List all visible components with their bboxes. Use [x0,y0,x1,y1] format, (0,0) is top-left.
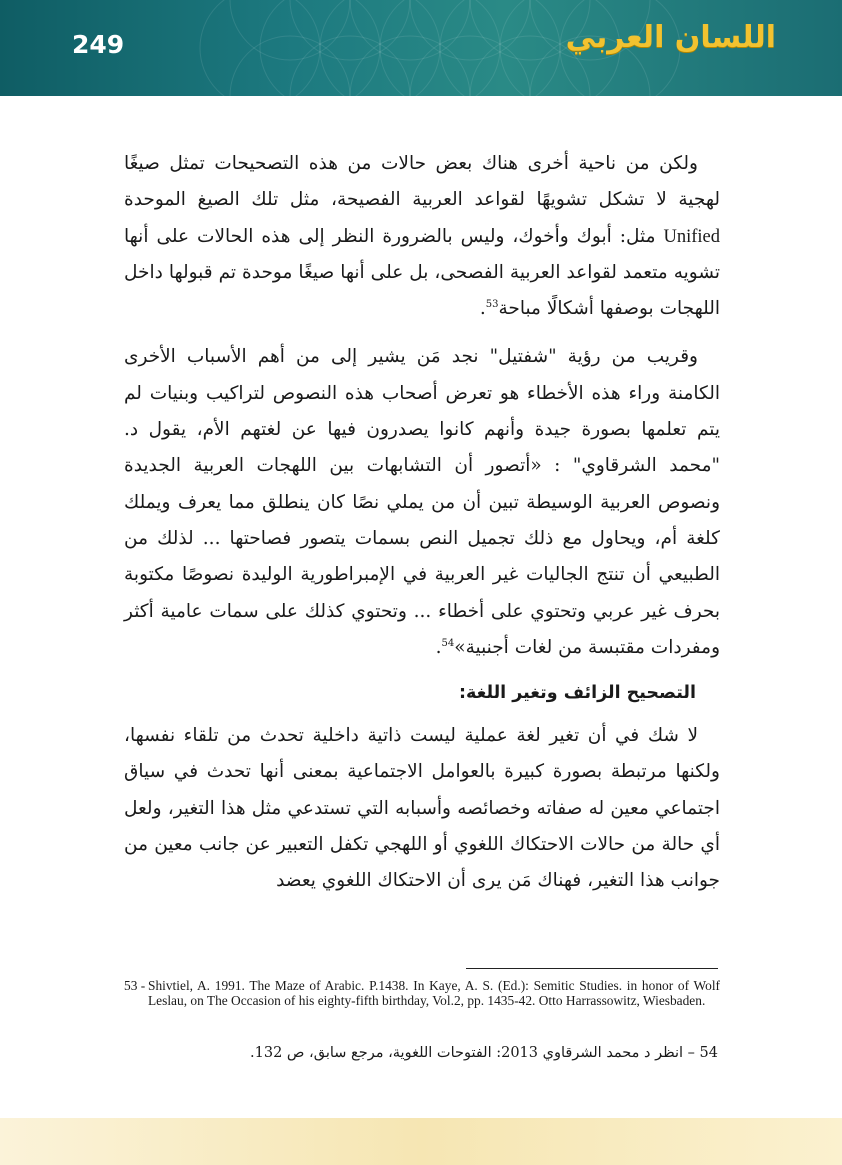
journal-logo: اللسان العربي [565,20,776,55]
paragraph-1 [124,146,720,327]
footnote-53-text: Shivtiel, A. 1991. The Maze of Arabic. P.1438. In Kaye, A. S. (Ed.): Semitic Studies. in honor of Wolf Leslau, on The Occasion of his eighty-fifth birthday, Vol.2, pp. 1435-42. Otto Harrassowitz, Wiesbaden. [148,978,720,1009]
page-footer-band [0,1118,842,1165]
paragraph-2-end: . [435,636,442,658]
paragraph-1-text-b: مثل: أبوك وأخوك، وليس بالضرورة النظر إلى هذه الحالات على أنها تشويه متعمد لقواعد العربية الفصحى، بل على أنها صيغًا موحدة تم قبولها داخل اللهجات بوصفها أشكالًا مباحة [124,225,720,320]
paragraph-1-text-a: ولكن من ناحية أخرى هناك بعض حالات من هذه التصحيحات تمثل صيغًا لهجية لا تشكل تشويهًا لقواعد العربية الفصيحة، مثل تلك الصيغ الموحدة [124,153,720,211]
paragraph-3-text: لا شك في أن تغير لغة عملية ليست ذاتية داخلية تحدث من تلقاء نفسها، ولكنها مرتبطة بصورة كبيرة بالعوامل الاجتماعية بمعنى أنها تحدث في سياق اجتماعي معين له صفاته وخصائصه وأسبابه التي تستدعي مثل هذا التغير، ولعل أي حالة من حالات الاحتكاك اللغوي أو اللهجي تكفل التعبير عن جانب معين من جوانب هذا التغير، فهناك مَن يرى أن الاحتكاك اللغوي يعضد [124,725,720,892]
paragraph-3 [124,718,720,899]
section-heading: التصحيح الزائف وتغير اللغة: [458,683,696,704]
page-header [0,0,842,96]
footnote-53 [124,978,720,1009]
footnote-53-number: 53 - [124,978,146,993]
paragraph-2 [124,339,720,666]
paragraph-2-text: وقريب من رؤية "شفتيل" نجد مَن يشير إلى من أهم الأسباب الأخرى الكامنة وراء هذه الأخطاء هو تعرض أصحاب هذه النصوص لتراكيب وبنيات لم يتم تعلمها بصورة جيدة وأنهم كانوا يصدرون فيها عن لغتهم الأم، يقول د. "محمد الشرقاوي" : «أتصور أن التشابهات بين اللهجات العربية الجديدة ونصوص العربية الوسيطة تبين أن من يملي نصًا كان ينطلق مما يعرف ويملك كلغة أم، ويحاول مع ذلك تجميل النص بسمات يتصور فصاحتها ... لذلك من الطبيعي أن تنتج الجاليات غير العربية في الإمبراطورية الوليدة نصوصًا مكتوبة بحرف غير عربي وتحتوي على أخطاء ... وتحتوي كذلك على سمات عامية أكثر ومفردات مقتبسة من لغات أجنبية» [124,346,720,658]
footnote-separator [466,968,718,969]
article-body [124,146,720,912]
paragraph-1-end: . [479,298,486,320]
footnote-ref-54[interactable]: 54 [441,637,455,649]
paragraph-1-latin-term: Unified [663,226,720,247]
footnote-ref-53[interactable]: 53 [485,299,499,311]
footnote-54: 54 – انظر د محمد الشرقاوي 2013: الفتوحات اللغوية، مرجع سابق، ص 132. [250,1045,718,1061]
page-number: 249 [72,30,125,59]
